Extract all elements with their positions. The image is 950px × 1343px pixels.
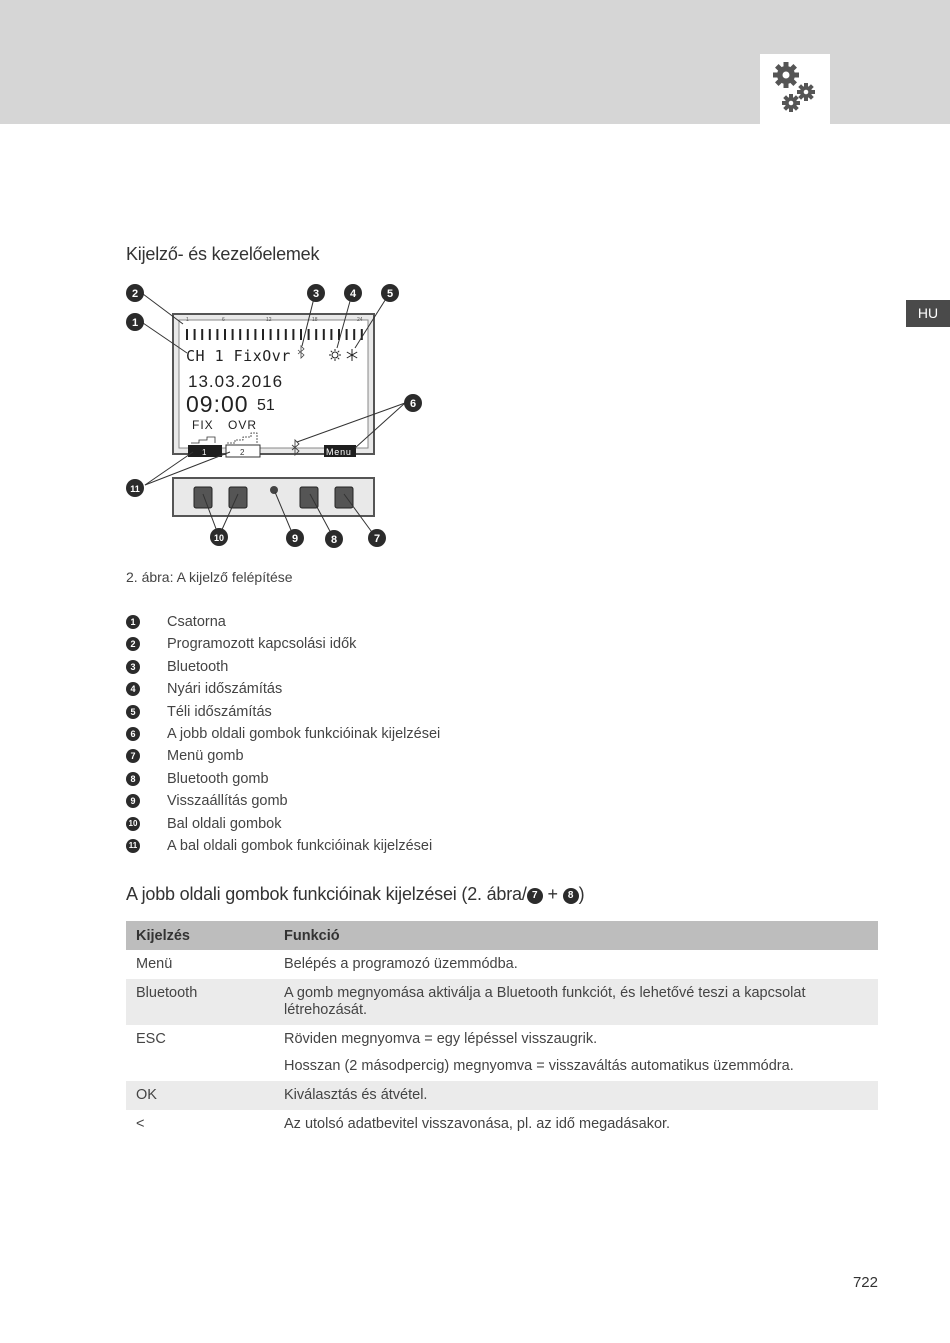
- legend-text: A bal oldali gombok funkcióinak kijelzései: [167, 837, 433, 854]
- table-cell-function: Belépés a programozó üzemmódba.: [284, 956, 518, 972]
- legend-text: Bal oldali gombok: [167, 815, 282, 832]
- callout-7-label: 7: [373, 533, 381, 545]
- legend-text: Visszaállítás gomb: [167, 793, 288, 810]
- ovr-label: OVR: [228, 418, 258, 432]
- time-text: 09:00: [186, 391, 249, 417]
- table-title-suffix: ): [578, 884, 585, 904]
- scale-label: 18: [312, 317, 318, 323]
- reset-button: [270, 486, 278, 494]
- scale-label: 12: [266, 317, 272, 323]
- callout-4-label: 4: [349, 288, 357, 300]
- table-title: [126, 884, 584, 905]
- display-figure: [115, 280, 445, 555]
- legend-number: 9: [126, 794, 140, 808]
- column-header: Kijelzés: [126, 921, 274, 950]
- callout-ref-7: 7: [527, 888, 543, 904]
- section-title: Kijelző- és kezelőelemek: [126, 244, 320, 264]
- table-row: [126, 979, 878, 1025]
- list-item: [126, 611, 526, 633]
- legend-number: 7: [126, 749, 140, 763]
- scale-label: 24: [357, 317, 363, 323]
- table-cell-key: OK: [126, 1081, 274, 1110]
- callout-ref-8: 8: [563, 888, 579, 904]
- callout-2-label: 2: [131, 288, 139, 300]
- table-row: [126, 1110, 878, 1139]
- function-line: Röviden megnyomva = egy lépéssel visszaugrik.: [284, 1031, 598, 1047]
- list-item: [126, 790, 526, 812]
- legend-text: Téli időszámítás: [167, 703, 272, 720]
- callout-3-label: 3: [312, 288, 320, 300]
- gear-tab: [760, 54, 830, 124]
- legend-text: Bluetooth gomb: [167, 770, 269, 787]
- box1-label: 1: [202, 448, 207, 457]
- menu-label: Menu: [326, 447, 352, 457]
- figure-caption: 2. ábra: A kijelző felépítése: [126, 569, 293, 585]
- legend-text: Csatorna: [167, 614, 226, 630]
- callout-6-label: 6: [409, 398, 417, 410]
- fix-label: FIX: [192, 418, 214, 432]
- callout-11-label: 11: [130, 484, 140, 494]
- box2-label: 2: [240, 448, 245, 457]
- list-item: [126, 656, 526, 678]
- legend-number: 3: [126, 660, 140, 674]
- gears-icon: [760, 54, 830, 124]
- legend-number: 11: [126, 839, 140, 853]
- table-title-prefix: A jobb oldali gombok funkcióinak kijelzései (2. ábra/: [126, 884, 527, 904]
- table-cell-key: ESC: [136, 1031, 166, 1047]
- legend-list: [126, 611, 526, 857]
- legend-text: Menü gomb: [167, 748, 244, 765]
- legend-text: Programozott kapcsolási idők: [167, 636, 357, 653]
- table-cell-key: Menü: [136, 956, 173, 972]
- scale-label: 1: [186, 317, 189, 323]
- callout-5-label: 5: [386, 288, 394, 300]
- list-item: [126, 723, 526, 745]
- table-title-plus: +: [542, 884, 563, 904]
- list-item: [126, 835, 526, 857]
- function-line: Hosszan (2 másodpercig) megnyomva = visszaváltás automatikus üzemmódra.: [284, 1058, 794, 1074]
- legend-number: 1: [126, 615, 140, 629]
- gear-tab-notch: [787, 123, 803, 138]
- scale-label: 6: [222, 317, 225, 323]
- legend-text: A jobb oldali gombok funkcióinak kijelzései: [167, 725, 441, 742]
- column-header: Funkció: [274, 921, 878, 950]
- page-number: 722: [852, 1274, 878, 1291]
- callout-10-label: 10: [213, 533, 225, 543]
- list-item: [126, 678, 526, 700]
- table-cell-function: A gomb megnyomása aktiválja a Bluetooth funkciót, és lehetővé teszi a kapcsolat létrehozását.: [274, 979, 878, 1025]
- language-tab[interactable]: HU: [906, 300, 950, 327]
- channel-text: CH 1 FixOvr: [186, 347, 291, 365]
- callout-1-label: 1: [131, 317, 139, 329]
- table-row: [126, 1025, 878, 1081]
- legend-number: 4: [126, 682, 140, 696]
- legend-number: 5: [126, 705, 140, 719]
- callout-8-label: 8: [330, 534, 338, 546]
- legend-number: 2: [126, 637, 140, 651]
- leader-line: [143, 294, 183, 324]
- list-item: [126, 633, 526, 655]
- list-item: [126, 745, 526, 767]
- table-cell-key: Bluetooth: [126, 979, 274, 1025]
- legend-number: 6: [126, 727, 140, 741]
- left-button-2: [229, 487, 247, 508]
- legend-number: 8: [126, 772, 140, 786]
- table-row: [126, 950, 878, 979]
- table-row: [126, 1081, 878, 1110]
- legend-text: Nyári időszámítás: [167, 681, 283, 698]
- list-item: [126, 701, 526, 723]
- table-header-row: [126, 921, 878, 950]
- table-cell-key: <: [136, 1116, 145, 1132]
- table-cell-function: Az utolsó adatbevitel visszavonása, pl. az idő megadásakor.: [284, 1116, 671, 1132]
- list-item: [126, 768, 526, 790]
- table-cell-function: Kiválasztás és átvétel.: [274, 1081, 878, 1110]
- table-cell-function: [274, 1025, 878, 1081]
- menu-button: [335, 487, 353, 508]
- legend-text: Bluetooth: [167, 658, 229, 675]
- left-button-1: [194, 487, 212, 508]
- seconds-text: 51: [257, 397, 275, 414]
- legend-number: 10: [126, 817, 140, 831]
- list-item: [126, 813, 526, 835]
- date-text: 13.03.2016: [188, 372, 284, 391]
- function-table: [126, 921, 878, 1139]
- callout-9-label: 9: [291, 533, 299, 545]
